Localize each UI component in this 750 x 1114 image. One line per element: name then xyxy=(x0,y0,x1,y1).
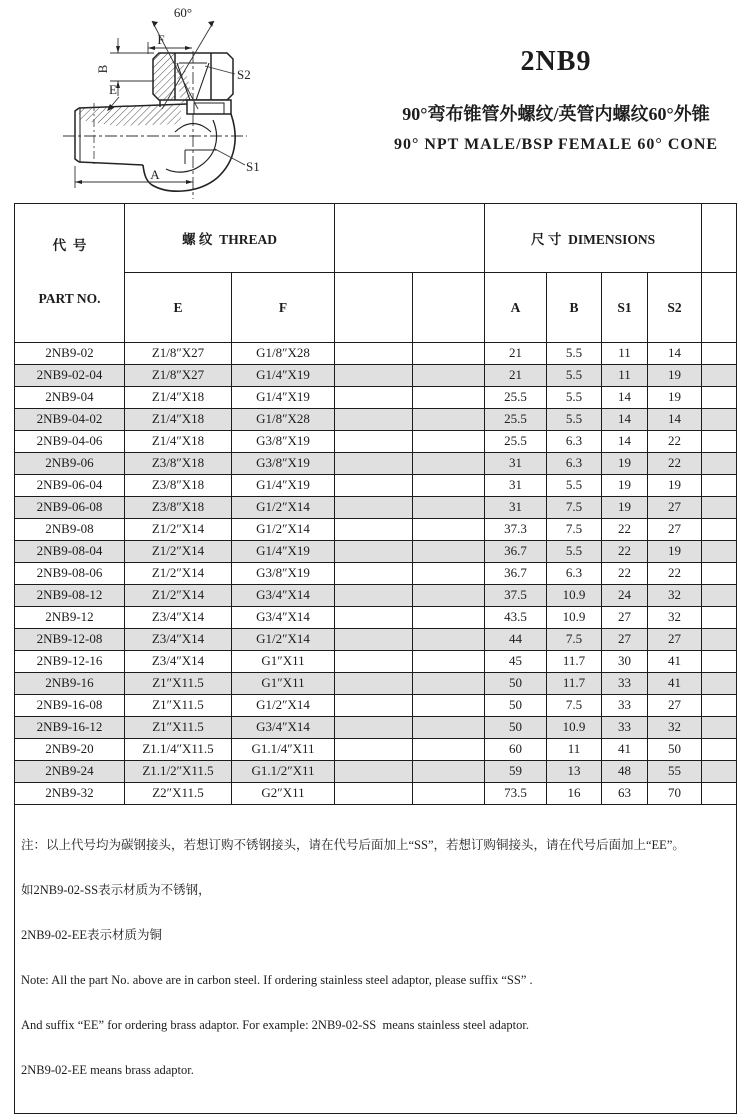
blank-cell xyxy=(702,452,737,474)
note-line: Note: All the part No. above are in carbon steel. If ordering stainless steel adaptor, please suffix “SS” . xyxy=(21,972,533,987)
thread-f-cell: G3/4″X14 xyxy=(232,716,335,738)
table-row xyxy=(15,738,737,760)
blank-cell xyxy=(702,342,737,364)
dim-s2-cell: 22 xyxy=(648,562,702,584)
header-blank-cell xyxy=(413,273,485,342)
thread-e-cell: Z1″X11.5 xyxy=(125,694,232,716)
part-no-cell: 2NB9-20 xyxy=(15,738,125,760)
dim-a-cell: 59 xyxy=(485,760,547,782)
dim-s2-cell: 41 xyxy=(648,672,702,694)
dim-s2-cell: 70 xyxy=(648,782,702,804)
table-row xyxy=(15,540,737,562)
blank-cell xyxy=(335,672,413,694)
part-no-cell: 2NB9-12-08 xyxy=(15,628,125,650)
header-col-s2: S2 xyxy=(648,273,702,342)
header-col-a: A xyxy=(485,273,547,342)
dim-a-cell: 36.7 xyxy=(485,540,547,562)
dim-s2-cell: 19 xyxy=(648,474,702,496)
blank-cell xyxy=(413,760,485,782)
thread-f-cell: G2″X11 xyxy=(232,782,335,804)
dim-a-label: A xyxy=(150,167,160,182)
dim-a-cell: 50 xyxy=(485,672,547,694)
blank-cell xyxy=(335,628,413,650)
thread-f-cell: G1.1/4″X11 xyxy=(232,738,335,760)
table-row xyxy=(15,496,737,518)
dim-s2-cell: 19 xyxy=(648,364,702,386)
part-no-cell: 2NB9-02 xyxy=(15,342,125,364)
blank-cell xyxy=(335,474,413,496)
dim-s1-cell: 48 xyxy=(602,760,648,782)
header-part-no xyxy=(15,204,125,343)
part-no-cell: 2NB9-04-02 xyxy=(15,408,125,430)
thread-e-cell: Z1.1/2″X11.5 xyxy=(125,760,232,782)
thread-f-cell: G1/2″X14 xyxy=(232,628,335,650)
dim-b-cell: 7.5 xyxy=(547,496,602,518)
dim-a-cell: 21 xyxy=(485,364,547,386)
dim-s2-cell: 41 xyxy=(648,650,702,672)
table-row xyxy=(15,430,737,452)
header-col-b: B xyxy=(547,273,602,342)
spec-table xyxy=(14,203,737,1114)
note-line: 如2NB9-02-SS表示材质为不锈钢， xyxy=(21,882,211,897)
dim-s1-cell: 63 xyxy=(602,782,648,804)
table-row xyxy=(15,716,737,738)
dim-b-cell: 7.5 xyxy=(547,628,602,650)
thread-e-cell: Z1″X11.5 xyxy=(125,672,232,694)
dim-a-cell: 31 xyxy=(485,496,547,518)
header-blank-cell xyxy=(335,273,413,342)
thread-f-cell: G1/4″X19 xyxy=(232,386,335,408)
dim-s1-cell: 14 xyxy=(602,386,648,408)
thread-f-cell: G1/2″X14 xyxy=(232,694,335,716)
thread-f-cell: G1″X11 xyxy=(232,672,335,694)
thread-f-cell: G1/4″X19 xyxy=(232,540,335,562)
thread-e-cell: Z3/4″X14 xyxy=(125,628,232,650)
blank-cell xyxy=(413,342,485,364)
header-col-e: E xyxy=(125,273,232,342)
blank-cell xyxy=(413,474,485,496)
thread-f-cell: G1/4″X19 xyxy=(232,474,335,496)
part-no-cell: 2NB9-12-16 xyxy=(15,650,125,672)
dim-b-cell: 10.9 xyxy=(547,716,602,738)
dim-b-cell: 6.3 xyxy=(547,430,602,452)
dim-s2-cell: 27 xyxy=(648,496,702,518)
dim-s1-cell: 33 xyxy=(602,716,648,738)
thread-e-cell: Z3/8″X18 xyxy=(125,452,232,474)
blank-cell xyxy=(335,540,413,562)
table-row xyxy=(15,584,737,606)
part-no-cell: 2NB9-04 xyxy=(15,386,125,408)
blank-cell xyxy=(702,518,737,540)
dim-s1-cell: 24 xyxy=(602,584,648,606)
dim-a-cell: 45 xyxy=(485,650,547,672)
part-no-cell: 2NB9-08-12 xyxy=(15,584,125,606)
blank-cell xyxy=(702,628,737,650)
blank-cell xyxy=(335,760,413,782)
thread-e-cell: Z1/2″X14 xyxy=(125,518,232,540)
dim-s2-cell: 50 xyxy=(648,738,702,760)
dim-s2-leader xyxy=(205,66,235,74)
header-blank-cell xyxy=(702,273,737,342)
blank-cell xyxy=(335,342,413,364)
part-no-cell: 2NB9-02-04 xyxy=(15,364,125,386)
dim-s1-cell: 11 xyxy=(602,364,648,386)
dim-f-lines xyxy=(148,42,192,54)
dim-f-label: F xyxy=(157,32,165,47)
thread-f-cell: G3/8″X19 xyxy=(232,562,335,584)
dim-a-cell: 25.5 xyxy=(485,408,547,430)
dim-s1-cell: 19 xyxy=(602,496,648,518)
header-part-no-cn: 代 号 xyxy=(52,238,87,253)
blank-cell xyxy=(702,364,737,386)
table-row xyxy=(15,408,737,430)
note-line: 2NB9-02-EE means brass adaptor. xyxy=(21,1062,194,1077)
blank-cell xyxy=(702,430,737,452)
dim-a-cell: 50 xyxy=(485,716,547,738)
table-row xyxy=(15,518,737,540)
dim-s2-label: S2 xyxy=(237,67,251,82)
thread-f-cell: G3/8″X19 xyxy=(232,452,335,474)
thread-f-cell: G1/2″X14 xyxy=(232,518,335,540)
thread-e-cell: Z2″X11.5 xyxy=(125,782,232,804)
blank-cell xyxy=(413,738,485,760)
dim-s2-cell: 22 xyxy=(648,452,702,474)
table-row xyxy=(15,562,737,584)
blank-cell xyxy=(335,738,413,760)
dim-s2-cell: 27 xyxy=(648,628,702,650)
table-row xyxy=(15,672,737,694)
dim-s1-cell: 27 xyxy=(602,606,648,628)
blank-cell xyxy=(335,650,413,672)
thread-e-cell: Z1/2″X14 xyxy=(125,562,232,584)
dim-s1-cell: 22 xyxy=(602,518,648,540)
dim-b-cell: 11 xyxy=(547,738,602,760)
dim-b-cell: 5.5 xyxy=(547,540,602,562)
header-blank-right xyxy=(702,204,737,273)
header-col-f: F xyxy=(232,273,335,342)
dim-b-cell: 10.9 xyxy=(547,606,602,628)
header-col-s1: S1 xyxy=(602,273,648,342)
blank-cell xyxy=(413,562,485,584)
part-no-cell: 2NB9-08-04 xyxy=(15,540,125,562)
dim-s1-cell: 11 xyxy=(602,342,648,364)
dim-b-cell: 7.5 xyxy=(547,694,602,716)
header-blank-mid xyxy=(335,204,485,273)
blank-cell xyxy=(702,386,737,408)
fitting-section-drawing xyxy=(55,3,305,203)
dim-s2-cell: 27 xyxy=(648,694,702,716)
dim-s1-cell: 19 xyxy=(602,474,648,496)
thread-e-cell: Z3/4″X14 xyxy=(125,606,232,628)
blank-cell xyxy=(413,716,485,738)
blank-cell xyxy=(335,430,413,452)
blank-cell xyxy=(702,760,737,782)
blank-cell xyxy=(335,386,413,408)
blank-cell xyxy=(413,628,485,650)
part-no-cell: 2NB9-32 xyxy=(15,782,125,804)
dim-a-cell: 36.7 xyxy=(485,562,547,584)
table-row xyxy=(15,606,737,628)
dim-s1-cell: 30 xyxy=(602,650,648,672)
part-no-cell: 2NB9-06-08 xyxy=(15,496,125,518)
blank-cell xyxy=(413,672,485,694)
table-row xyxy=(15,364,737,386)
part-no-cell: 2NB9-04-06 xyxy=(15,430,125,452)
dim-b-cell: 10.9 xyxy=(547,584,602,606)
page-title: 2NB9 xyxy=(520,46,592,77)
blank-cell xyxy=(335,452,413,474)
blank-cell xyxy=(335,518,413,540)
thread-f-cell: G1/2″X14 xyxy=(232,496,335,518)
dim-b-cell: 5.5 xyxy=(547,342,602,364)
dim-a-cell: 43.5 xyxy=(485,606,547,628)
dim-s2-cell: 14 xyxy=(648,342,702,364)
note-line: 2NB9-02-EE表示材质为铜 xyxy=(21,927,162,942)
dim-s2-cell: 27 xyxy=(648,518,702,540)
thread-e-cell: Z1″X11.5 xyxy=(125,716,232,738)
dim-a-cell: 44 xyxy=(485,628,547,650)
table-row xyxy=(15,760,737,782)
dim-s2-cell: 32 xyxy=(648,716,702,738)
note-line: 注：以上代号均为碳钢接头，若想订购不锈钢接头，请在代号后面加上“SS”，若想订购铜接头，请在代号后面加上“EE”。 xyxy=(21,837,685,852)
dim-b-cell: 6.3 xyxy=(547,562,602,584)
dim-b-cell: 6.3 xyxy=(547,452,602,474)
thread-f-cell: G3/4″X14 xyxy=(232,606,335,628)
blank-cell xyxy=(702,694,737,716)
spec-table-body xyxy=(15,342,737,804)
blank-cell xyxy=(413,452,485,474)
blank-cell xyxy=(335,562,413,584)
table-row xyxy=(15,452,737,474)
dim-s2-cell: 55 xyxy=(648,760,702,782)
dim-a-cell: 73.5 xyxy=(485,782,547,804)
dim-b-cell: 5.5 xyxy=(547,474,602,496)
blank-cell xyxy=(335,782,413,804)
blank-cell xyxy=(413,364,485,386)
dim-s2-cell: 22 xyxy=(648,430,702,452)
thread-e-cell: Z1/2″X14 xyxy=(125,584,232,606)
blank-cell xyxy=(702,782,737,804)
part-no-cell: 2NB9-06 xyxy=(15,452,125,474)
dim-s2-cell: 32 xyxy=(648,606,702,628)
thread-e-cell: Z1/8″X27 xyxy=(125,342,232,364)
part-no-cell: 2NB9-08 xyxy=(15,518,125,540)
thread-f-cell: G1/8″X28 xyxy=(232,408,335,430)
blank-cell xyxy=(335,496,413,518)
thread-e-cell: Z3/4″X14 xyxy=(125,650,232,672)
thread-f-cell: G1″X11 xyxy=(232,650,335,672)
part-no-cell: 2NB9-16 xyxy=(15,672,125,694)
blank-cell xyxy=(335,694,413,716)
dim-s1-cell: 41 xyxy=(602,738,648,760)
note-line: And suffix “EE” for ordering brass adaptor. For example: 2NB9-02-SS means stainless steel adaptor. xyxy=(21,1017,529,1032)
blank-cell xyxy=(702,672,737,694)
blank-cell xyxy=(702,716,737,738)
part-no-cell: 2NB9-06-04 xyxy=(15,474,125,496)
dim-a-cell: 31 xyxy=(485,474,547,496)
dim-a-cell: 37.5 xyxy=(485,584,547,606)
blank-cell xyxy=(413,540,485,562)
blank-cell xyxy=(413,430,485,452)
blank-cell xyxy=(335,364,413,386)
title-block xyxy=(368,46,744,154)
dim-s1-cell: 14 xyxy=(602,408,648,430)
dim-a-lines xyxy=(75,166,193,188)
dim-s1-cell: 14 xyxy=(602,430,648,452)
table-row xyxy=(15,342,737,364)
blank-cell xyxy=(702,540,737,562)
blank-cell xyxy=(702,584,737,606)
blank-cell xyxy=(413,496,485,518)
blank-cell xyxy=(413,518,485,540)
thread-e-cell: Z1/2″X14 xyxy=(125,540,232,562)
thread-e-cell: Z1/4″X18 xyxy=(125,430,232,452)
dim-a-cell: 25.5 xyxy=(485,430,547,452)
dim-s1-cell: 33 xyxy=(602,672,648,694)
blank-cell xyxy=(702,408,737,430)
dim-b-label: B xyxy=(95,64,110,74)
table-row xyxy=(15,782,737,804)
part-no-cell: 2NB9-16-08 xyxy=(15,694,125,716)
dim-a-cell: 50 xyxy=(485,694,547,716)
table-row xyxy=(15,474,737,496)
thread-e-cell: Z1/8″X27 xyxy=(125,364,232,386)
cone-angle-label: 60° xyxy=(173,5,193,20)
dim-s1-cell: 22 xyxy=(602,562,648,584)
dim-a-cell: 25.5 xyxy=(485,386,547,408)
thread-f-cell: G1/4″X19 xyxy=(232,364,335,386)
blank-cell xyxy=(335,408,413,430)
dim-s1-cell: 22 xyxy=(602,540,648,562)
dim-b-cell: 5.5 xyxy=(547,408,602,430)
dim-b-cell: 13 xyxy=(547,760,602,782)
table-row xyxy=(15,650,737,672)
dim-s2-cell: 32 xyxy=(648,584,702,606)
thread-e-cell: Z1/4″X18 xyxy=(125,386,232,408)
subtitle-english: 90° NPT MALE/BSP FEMALE 60° CONE xyxy=(393,136,719,153)
dim-b-cell: 5.5 xyxy=(547,386,602,408)
thread-e-cell: Z1.1/4″X11.5 xyxy=(125,738,232,760)
blank-cell xyxy=(702,606,737,628)
header-dimensions: 尺 寸 DIMENSIONS xyxy=(485,204,702,273)
blank-cell xyxy=(413,694,485,716)
blank-cell xyxy=(413,650,485,672)
blank-cell xyxy=(702,650,737,672)
blank-cell xyxy=(413,782,485,804)
dim-s1-cell: 19 xyxy=(602,452,648,474)
part-no-cell: 2NB9-16-12 xyxy=(15,716,125,738)
part-no-cell: 2NB9-08-06 xyxy=(15,562,125,584)
blank-cell xyxy=(413,584,485,606)
blank-cell xyxy=(413,408,485,430)
blank-cell xyxy=(702,474,737,496)
dim-e-label: E xyxy=(109,82,117,97)
dim-b-cell: 5.5 xyxy=(547,364,602,386)
thread-f-cell: G1.1/2″X11 xyxy=(232,760,335,782)
dim-a-cell: 31 xyxy=(485,452,547,474)
dim-b-cell: 11.7 xyxy=(547,650,602,672)
dim-s2-cell: 19 xyxy=(648,540,702,562)
dim-b-cell: 11.7 xyxy=(547,672,602,694)
dim-s1-cell: 33 xyxy=(602,694,648,716)
subtitle-chinese: 90°弯布锥管外螺纹/英管内螺纹60°外锥 xyxy=(402,104,710,124)
thread-f-cell: G3/4″X14 xyxy=(232,584,335,606)
blank-cell xyxy=(702,562,737,584)
notes-block xyxy=(15,804,737,1113)
blank-cell xyxy=(335,606,413,628)
fitting-section-svg xyxy=(55,3,305,203)
spec-table-header xyxy=(15,204,737,343)
thread-e-cell: Z3/8″X18 xyxy=(125,496,232,518)
dim-b-cell: 7.5 xyxy=(547,518,602,540)
dim-s1-label: S1 xyxy=(246,159,260,174)
blank-cell xyxy=(702,738,737,760)
thread-e-cell: Z1/4″X18 xyxy=(125,408,232,430)
part-no-cell: 2NB9-24 xyxy=(15,760,125,782)
dim-a-cell: 60 xyxy=(485,738,547,760)
blank-cell xyxy=(335,584,413,606)
dim-a-cell: 21 xyxy=(485,342,547,364)
thread-f-cell: G3/8″X19 xyxy=(232,430,335,452)
thread-e-cell: Z3/8″X18 xyxy=(125,474,232,496)
blank-cell xyxy=(413,386,485,408)
header-part-no-en: PART NO. xyxy=(38,290,101,306)
blank-cell xyxy=(702,496,737,518)
dim-b-cell: 16 xyxy=(547,782,602,804)
header-thread: 螺 纹 THREAD xyxy=(125,204,335,273)
part-no-cell: 2NB9-12 xyxy=(15,606,125,628)
thread-f-cell: G1/8″X28 xyxy=(232,342,335,364)
table-row xyxy=(15,694,737,716)
table-row xyxy=(15,386,737,408)
table-row xyxy=(15,628,737,650)
dim-s1-cell: 27 xyxy=(602,628,648,650)
blank-cell xyxy=(335,716,413,738)
dim-s2-cell: 19 xyxy=(648,386,702,408)
dim-s2-cell: 14 xyxy=(648,408,702,430)
dim-a-cell: 37.3 xyxy=(485,518,547,540)
blank-cell xyxy=(413,606,485,628)
